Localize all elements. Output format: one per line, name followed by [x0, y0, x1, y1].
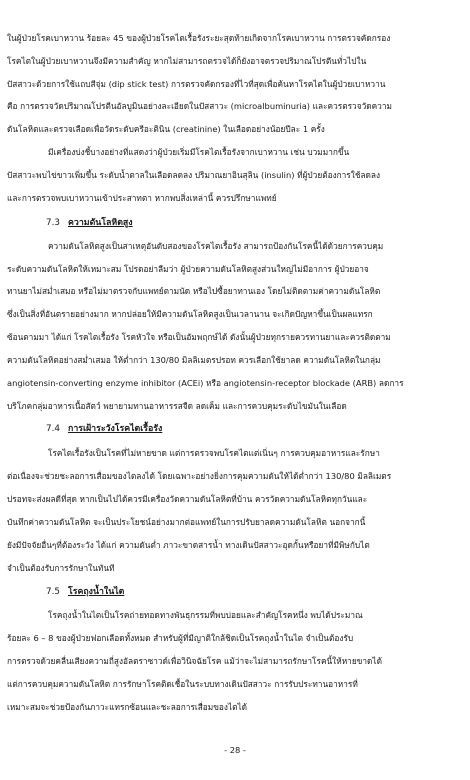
paragraph-line: ปัสสาวะด้วยการใช้แถบสีจุ่ม (dip stick test) การตรวจคัดกรองที่ไวที่สุดเพื่อค้นหาโรคไตในผู้ป่วยเบาหวาน	[7, 79, 386, 89]
paragraph-line: เหมาะสมจะช่วยป้องกันภาวะแทรกซ้อนและชะลอการเสื่อมของไตได้	[7, 702, 248, 712]
paragraph-line: แต่การควบคุมความดันโลหิต การรักษาโรคติดเชื้อในระบบทางเดินปัสสาวะ การรับประทานอาหารที่	[7, 679, 358, 689]
section-title: การเฝ้าระวังโรคไตเรื้อรัง	[68, 424, 163, 434]
paragraph-line: คือ การตรวจวัดปริมาณโปรตีนอัลบูมินอย่างละเอียดในปัสสาวะ (microalbuminuria) และควรตรวจวัดความ	[7, 101, 392, 111]
paragraph-line: โรคไตในผู้ป่วยเบาหวานจึงมีความสำคัญ หากไม่สามารถตรวจได้ก็ยังอาจตรวจปริมาณโปรตีนทั่วไปใน	[7, 56, 367, 66]
paragraph-line: ต่อเนื่องจะช่วยชะลอการเสื่อมของไตลงได้ โดยเฉพาะอย่างยิ่งการคุมความดันให้ได้ต่ำกว่า 130/80 มิลลิเมตร	[7, 471, 392, 481]
paragraph-line: จำเป็นต้องรับการรักษาในทันที	[7, 563, 115, 573]
paragraph-line: ในผู้ป่วยโรคเบาหวาน ร้อยละ 45 ของผู้ป่วยโรคไตเรื้อรังระยะสุดท้ายเกิดจากโรคเบาหวาน การตรวจคัดกรอง	[7, 33, 391, 43]
section-title: ความดันโลหิตสูง	[68, 218, 133, 228]
section-heading	[46, 586, 124, 599]
paragraph-line: ระดับความดันโลหิตให้เหมาะสม โปรดอย่าลืมว่า ผู้ป่วยความดันโลหิตสูงส่วนใหญ่ไม่มีอาการ ผู้ป่วยอาจ	[7, 264, 369, 274]
paragraph-line: ซึ่งเป็นสิ่งที่อันตรายอย่างมาก หากปล่อยให้มีความดันโลหิตสูงเป็นเวลานาน จะเกิดปัญหาขึ้นเป็นผลแทรก	[7, 309, 373, 319]
paragraph-line: และการตรวจพบเบาหวานเข้าประสาทตา หากพบสิ่งเหล่านี้ ควรปรึกษาแพทย์	[7, 193, 277, 203]
paragraph-line: บันทึกค่าความดันโลหิต จะเป็นประโยชน์อย่างมากต่อแพทย์ในการปรับยาลดความดันโลหิต นอกจากนี้	[7, 517, 366, 527]
section-heading	[46, 423, 162, 436]
paragraph-line: มีเครื่องบ่งชี้บางอย่างที่แสดงว่าผู้ป่วยเริ่มมีโรคไตเรื้อรังจากเบาหวาน เช่น บวมมากขึ้น	[48, 147, 350, 157]
paragraph-line: angiotensin-converting enzyme inhibitor (ACEi) หรือ angiotensin-receptor blockade (ARB) ลดการ	[7, 378, 404, 388]
section-number: 7.3	[46, 218, 60, 228]
paragraph-line: ร้อยละ 6 – 8 ของผู้ป่วยฟอกเลือดทั้งหมด สำหรับผู้ที่มีญาติใกล้ชิดเป็นโรคถุงน้ำในไต จำเป็นต้องรับ	[7, 633, 354, 643]
paragraph-line: ปัสสาวะพบไข่ขาวเพิ่มขึ้น ระดับน้ำตาลในเลือดลดลง ปริมาณยาอินสุลิน (insulin) ที่ผู้ป่วยต้องการใช้ลดลง	[7, 170, 381, 180]
paragraph-line: ความดันโลหิตอย่างสม่ำเสมอ ให้ต่ำกว่า 130/80 มิลลิเมตรปรอท ควรเลือกใช้ยาลด ความดันโลหิตในกลุ่ม	[7, 355, 381, 365]
paragraph-line: การตรวจด้วยคลื่นเสียงความถี่สูงอัลตราซาวด์เพื่อวินิจฉัยโรค แม้ว่าจะไม่สามารถรักษาโรคนี้ให้หายขาดได้	[7, 656, 382, 666]
paragraph-line: โรคถุงน้ำในไตเป็นโรคถ่ายทอดทางพันธุกรรมที่พบบ่อยและสำคัญโรคหนึ่ง พบได้ประมาณ	[48, 610, 363, 620]
paragraph-line: บริโภคกลุ่มอาหารเนื้อสัตว์ พยายามทานอาหารรสจืด ลดเค็ม และการควบคุมระดับไขมันในเลือด	[7, 401, 347, 411]
paragraph-line: โรคไตเรื้อรังเป็นโรคที่ไม่หายขาด แต่การตรวจพบโรคไตแต่เนิ่นๆ การควบคุมอาหารและรักษา	[48, 448, 380, 458]
section-number: 7.4	[46, 424, 60, 434]
section-number: 7.5	[46, 587, 60, 597]
paragraph-line: ยังมีปัจจัยอื่นๆที่ต้องระวัง ได้แก่ ความดันต่ำ ภาวะขาดสารน้ำ ทางเดินปัสสาวะอุดกั้นหรือยาที่มีพิษกับไต	[7, 540, 370, 550]
page-number: - 28 -	[224, 745, 246, 755]
section-heading	[46, 217, 133, 230]
paragraph-line: ความดันโลหิตสูงเป็นสาเหตุอันดับสองของโรคไตเรื้อรัง สามารถป้องกันโรคนี้ได้ด้วยการควบคุม	[48, 241, 384, 251]
paragraph-line: ปรอทจะส่งผลดีที่สุด หากเป็นไปได้ควรมีเครื่องวัดความดันโลหิตที่บ้าน ควรวัดความดันโลหิตทุกวันและ	[7, 494, 368, 504]
paragraph-line: ดันโลหิตและตรวจเลือดเพื่อวัดระดับครีอะตินิน (creatinine) ในเลือดอย่างน้อยปีละ 1 ครั้ง	[7, 124, 325, 134]
paragraph-line: ทานยาไม่สม่ำเสมอ หรือไม่มาตรวจกับแพทย์ตามนัด หรือไปซื้อยาทานเอง โดยไม่ติดตามค่าความดันโลหิต	[7, 286, 381, 296]
paragraph-line: ซ้อนตามมา ได้แก่ โรคไตเรื้อรัง โรคหัวใจ หรือเป็นอัมพฤกษ์ได้ ดังนั้นผู้ป่วยทุกรายควรทานยาและควรติดตาม	[7, 332, 391, 342]
section-title: โรคถุงน้ำในไต	[68, 587, 125, 597]
